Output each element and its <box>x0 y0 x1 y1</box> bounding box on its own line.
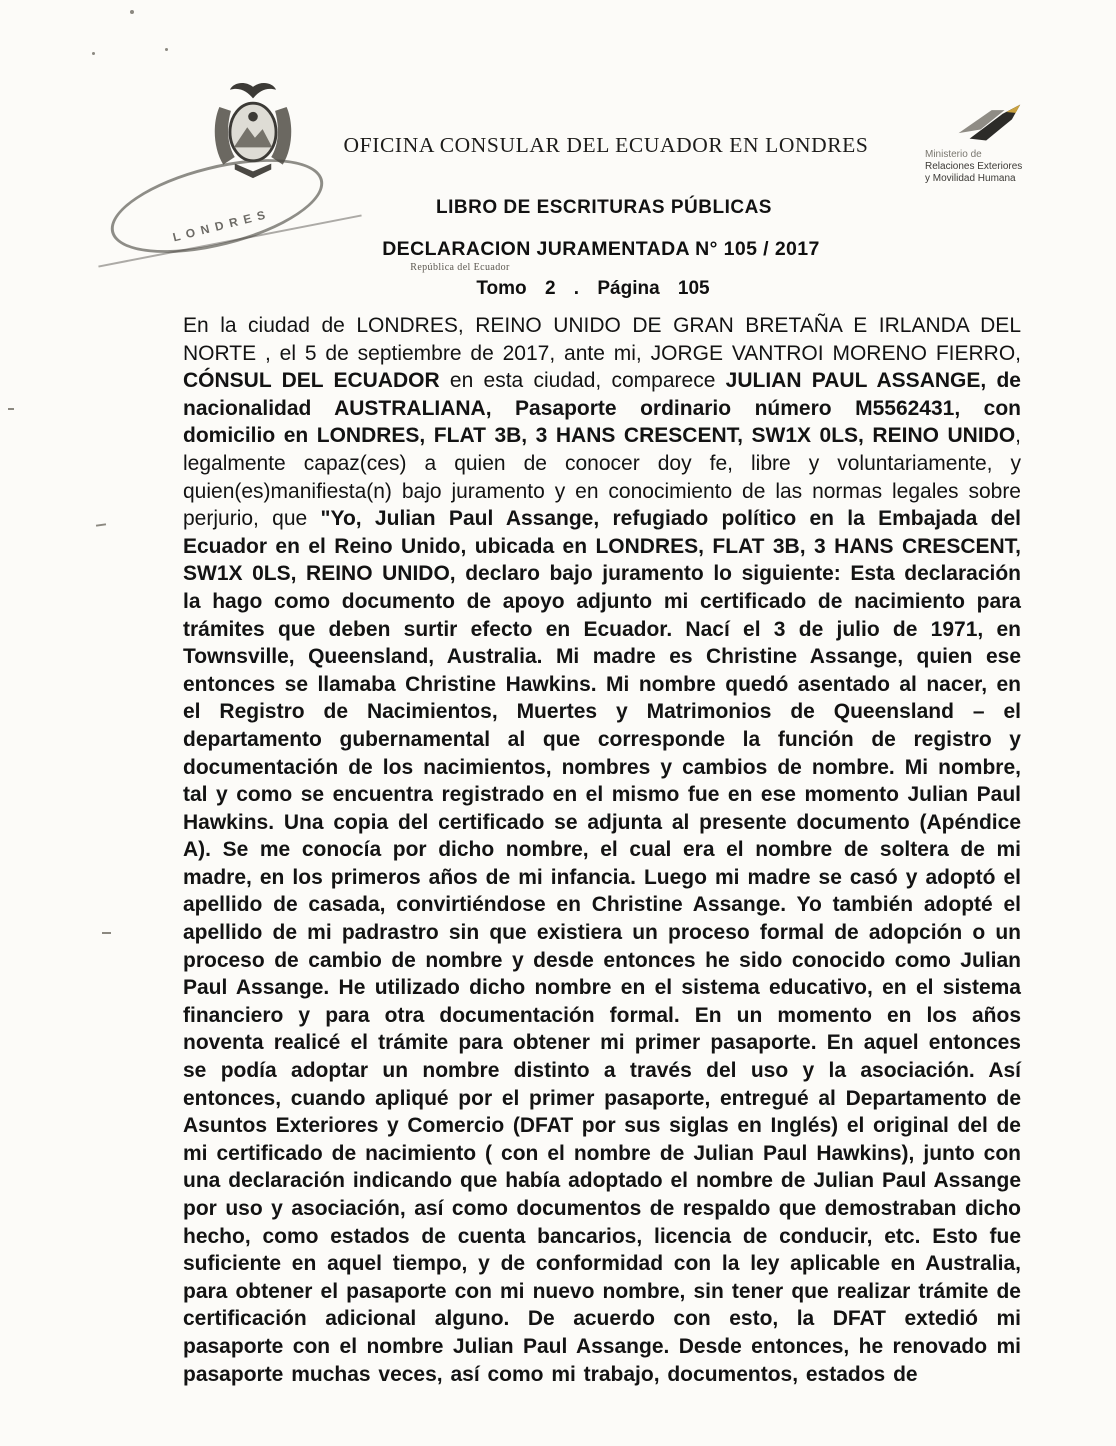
declaration-body: En la ciudad de LONDRES, REINO UNIDO DE GRAN BRETAÑA E IRLANDA DEL NORTE , el 5 de septiembre de 2017, ante mi, JORGE VANTROI MORENO FIERRO, CÓNSUL DEL ECUADOR en esta ciudad, comparece JULIAN PAUL ASSANGE, de nacionalidad AUSTRALIANA, Pasaporte ordinario número M5562431, con domicilio en LONDRES, FLAT 3B, 3 HANS CRESCENT, SW1X 0LS, REINO UNIDO, legalmente capaz(ces) a quien de conocer doy fe, libre y voluntariamente, y quien(es)manifiesta(n) bajo juramento y en conocimiento de las normas legales sobre perjurio, que "Yo, Julian Paul Assange, refugiado político en la Embajada del Ecuador en el Reino Unido, ubicada en LONDRES, FLAT 3B, 3 HANS CRESCENT, SW1X 0LS, REINO UNIDO, declaro bajo juramento lo siguiente: Esta declaración la hago como documento de apoyo adjunto mi certificado de nacimiento para trámites que deben surtir efecto en Ecuador. Nací el 3 de julio de 1971, en Townsville, Queensland, Australia. Mi madre es Christine Assange, quien ese entonces se llamaba Christine Hawkins. Mi nombre quedó asentado al nacer, en el Registro de Nacimientos, Muertes y Matrimonios de Queensland – el departamento gubernamental al que corresponde la función de registro y documentación de los nacimientos, nombres y cambios de nombre. Mi nombre, tal y como se encuentra registrado en el mismo fue en ese momento Julian Paul Hawkins. Una copia del certificado se adjunta al presente documento (Apéndice A). Se me conocía por dicho nombre, el cual era el nombre de soltera de mi madre, en los primeros años de mi infancia. Luego mi madre se casó y adoptó el apellido de casada, convirtiéndose en Christine Assange. Yo también adopté el apellido de mi padrastro sin que existiera un proceso formal de adopción o un proceso de cambio de nombre y desde entonces he sido conocido como Julian Paul Assange. He utilizado dicho nombre en el sistema educativo, en el sistema financiero y para otra documentación formal. En un momento en los años noventa realicé el trámite para obtener mi primer pasaporte. En aquel entonces se podía adoptar un nombre distinto a través del uso y la asociación. Así entonces, cuando apliqué por el primer pasaporte, entregué al Departamento de Asuntos Exteriores y Comercio (DFAT por sus siglas en Inglés) el original del de mi certificado de nacimiento ( con el nombre de Julian Paul Hawkins), junto con una declaración indicando que había adoptado el nombre de Julian Paul Assange por uso y asociación, así como documentos de respaldo que demostraban dicho hecho, como estados de cuenta bancarios, licencia de conducir, etc. Esto fue suficiente en aquel tiempo, y de conformidad con la ley aplicable en Australia, para obtener el pasaporte con mi nuevo nombre, sin tener que realizar trámite de certificación adicional alguno. De acuerdo con esto, la DFAT extedió mi pasaporte con el nombre Julian Paul Assange. Desde entonces, he renovado mi pasaporte muchas veces, así como mi trabajo, documentos, estados de <box>183 314 1021 1386</box>
book-title: LIBRO DE ESCRITURAS PÚBLICAS <box>436 197 772 218</box>
scan-speck <box>92 52 95 55</box>
scan-mark <box>96 523 106 526</box>
scan-speck <box>165 48 168 51</box>
office-title: OFICINA CONSULAR DEL ECUADOR EN LONDRES <box>343 133 869 157</box>
ministry-line-1: Ministerio de <box>925 149 982 160</box>
scan-mark <box>8 408 14 410</box>
scan-speck <box>130 10 134 14</box>
tome-page-line: Tomo 2 . Página 105 <box>476 278 710 299</box>
ministry-line-2: Relaciones Exteriores <box>925 161 1023 172</box>
ministry-line-3: y Movilidad Humana <box>925 173 1016 184</box>
declaration-title: DECLARACION JURAMENTADA N° 105 / 2017 <box>382 238 820 260</box>
stamp-text: LONDRES <box>171 206 273 245</box>
scan-mark <box>102 932 111 934</box>
emblem-caption: República del Ecuador <box>410 262 510 273</box>
